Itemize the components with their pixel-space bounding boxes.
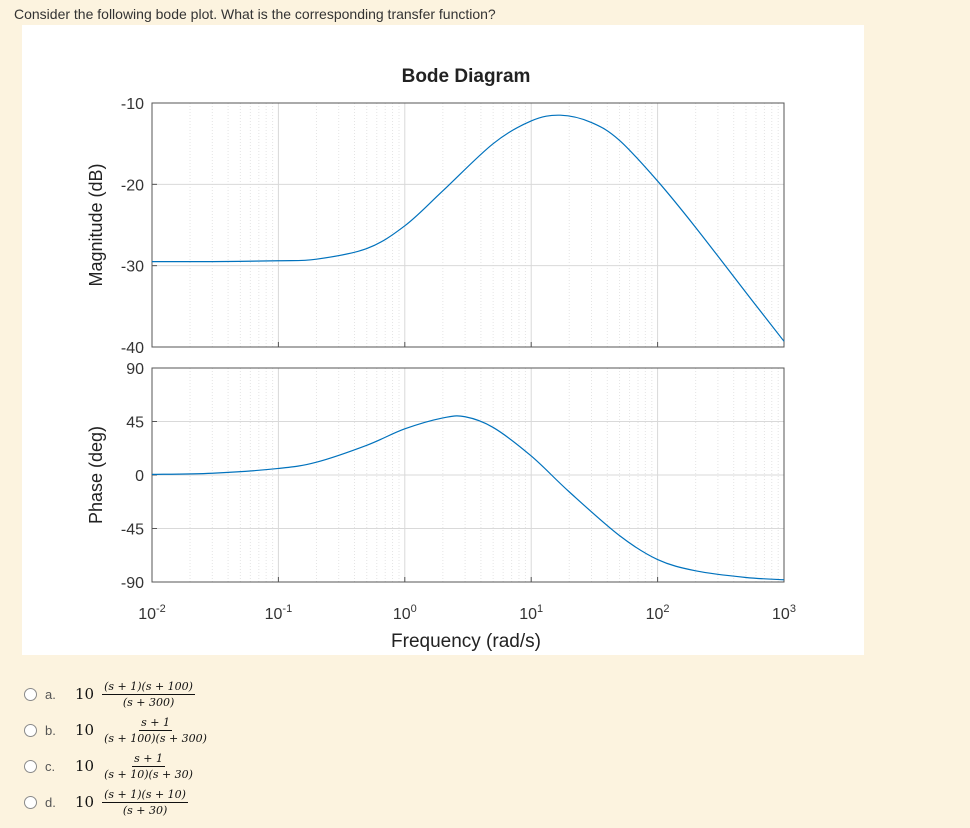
x-tick-label: $10^{-1}$: [264, 603, 293, 623]
bode-plot-card: [22, 25, 864, 655]
x-tick-label: $10^0$: [392, 603, 417, 623]
option-c-gain: 10: [75, 757, 95, 775]
option-a[interactable]: [24, 676, 209, 712]
option-d-letter: d.: [45, 794, 56, 810]
option-c-letter: c.: [45, 758, 56, 774]
option-b-gain: 10: [75, 721, 95, 739]
x-tick-label: $10^{-2}$: [138, 603, 166, 623]
option-b-radio[interactable]: [24, 724, 37, 737]
option-d-gain: 10: [75, 793, 95, 811]
magnitude-curve: [152, 115, 784, 341]
option-c[interactable]: [24, 748, 209, 784]
option-b[interactable]: [24, 712, 209, 748]
option-d-numerator: (s + 1)(s + 10): [104, 787, 186, 801]
phase-axis-label: Phase (deg): [86, 425, 106, 525]
option-a-fraction: [102, 680, 195, 709]
phase-y-tick-label: 90: [126, 361, 144, 378]
option-c-radio[interactable]: [24, 760, 37, 773]
x-tick-label: $10^2$: [645, 603, 670, 623]
phase-y-tick-label: -90: [120, 575, 144, 592]
bode-diagram: [22, 25, 864, 655]
x-axis-label: Frequency (rad/s): [391, 631, 541, 652]
answer-options: [24, 676, 209, 820]
phase-y-tick-label: 0: [135, 468, 144, 485]
magnitude-y-tick-label: -10: [120, 96, 144, 113]
option-c-numerator: s + 1: [134, 751, 163, 765]
question-text: Consider the following bode plot. What is the corresponding transfer function?: [14, 6, 496, 22]
magnitude-y-tick-label: -30: [120, 258, 144, 276]
chart-title: Bode Diagram: [401, 66, 531, 87]
option-a-denominator: (s + 300): [122, 695, 175, 709]
magnitude-axes-box: [152, 103, 784, 347]
option-c-fraction: [102, 752, 195, 781]
option-a-letter: a.: [45, 686, 56, 702]
option-b-denominator: (s + 100)(s + 300): [104, 731, 207, 745]
option-d-fraction: [102, 788, 188, 817]
phase-y-tick-label: 45: [126, 414, 144, 432]
option-b-letter: b.: [45, 722, 56, 738]
option-d-radio[interactable]: [24, 796, 37, 809]
phase-curve: [152, 416, 784, 580]
magnitude-y-tick-label: -20: [120, 177, 144, 195]
option-d-denominator: (s + 30): [122, 803, 168, 817]
phase-y-tick-label: -45: [120, 521, 144, 539]
option-a-numerator: (s + 1)(s + 100): [104, 679, 193, 693]
option-b-numerator: s + 1: [141, 715, 170, 729]
option-b-fraction: [102, 716, 209, 745]
option-a-gain: 10: [75, 685, 95, 703]
option-c-denominator: (s + 10)(s + 30): [104, 767, 193, 781]
magnitude-axis-label: Magnitude (dB): [86, 163, 106, 287]
option-d[interactable]: [24, 784, 209, 820]
magnitude-y-tick-label: -40: [120, 340, 144, 357]
x-tick-label: $10^1$: [519, 603, 544, 623]
option-a-radio[interactable]: [24, 688, 37, 701]
x-tick-label: $10^3$: [772, 603, 796, 623]
